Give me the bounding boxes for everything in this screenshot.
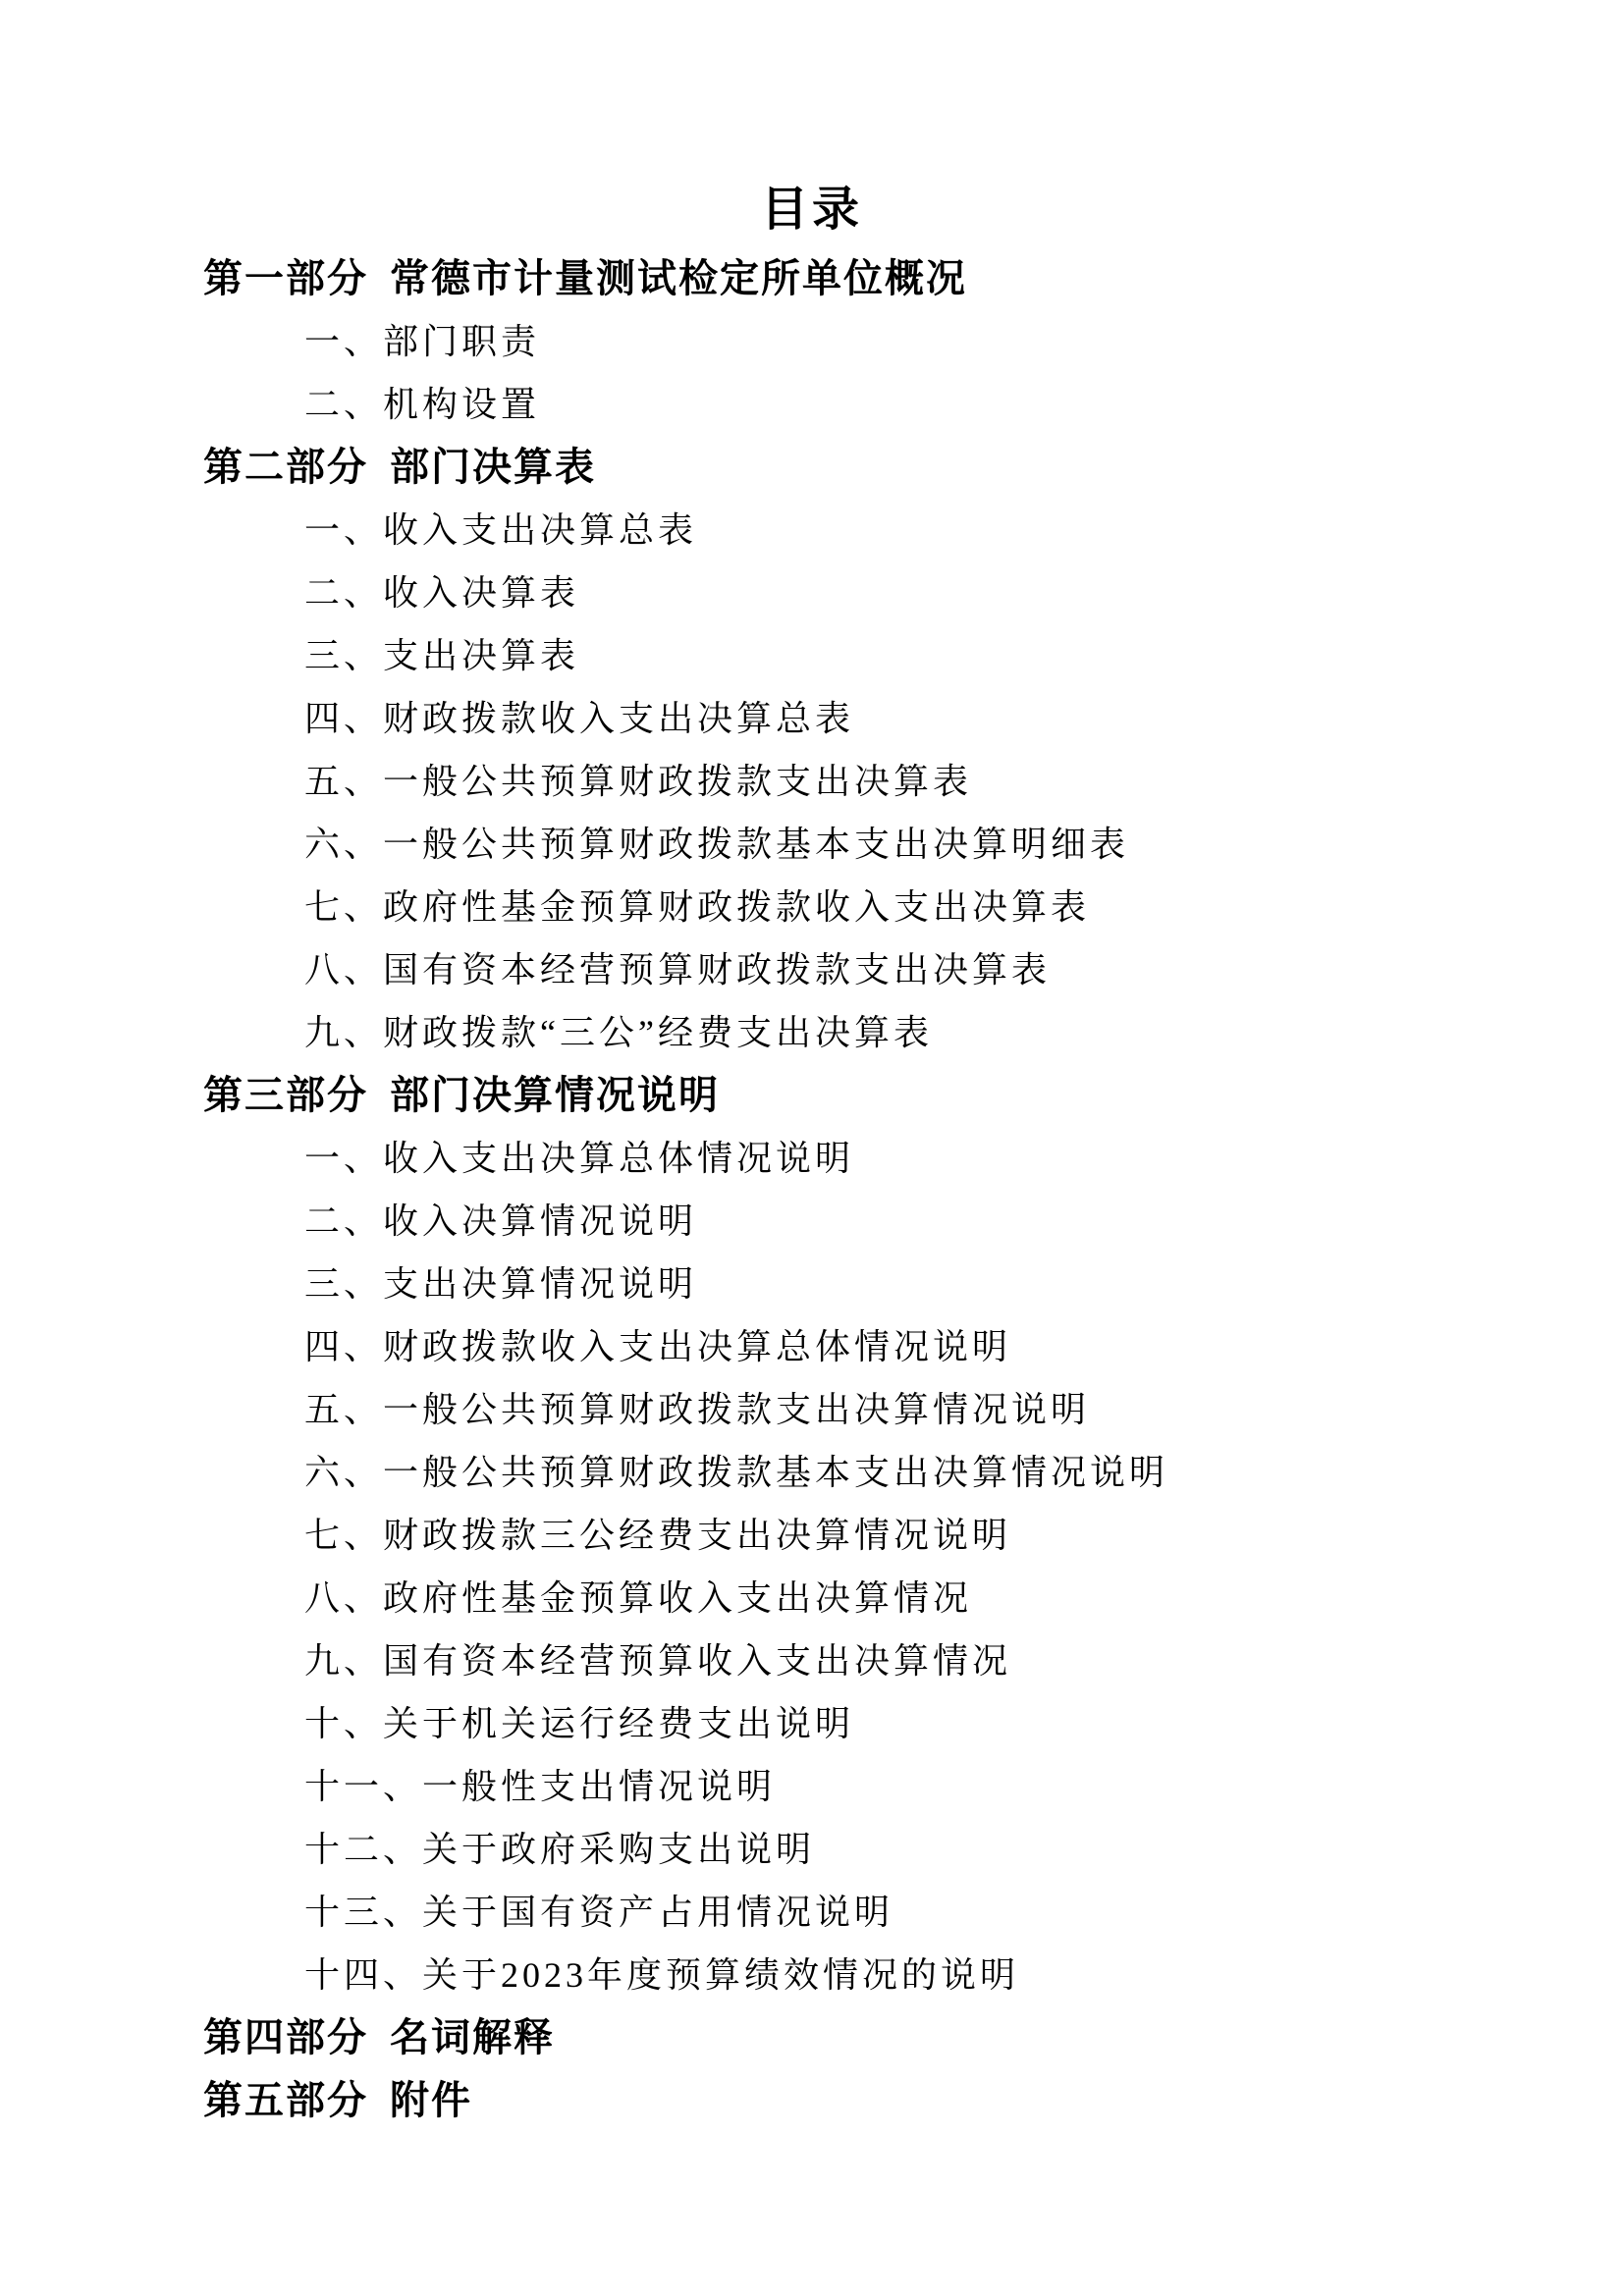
table-of-contents xyxy=(0,247,1624,2132)
toc-item: 一、收入支出决算总表 xyxy=(304,510,698,550)
toc-item: 三、支出决算表 xyxy=(304,636,580,675)
toc-item: 六、一般公共预算财政拨款基本支出决算情况说明 xyxy=(304,1453,1169,1492)
section-heading xyxy=(203,436,1624,499)
section-label: 第二部分 xyxy=(203,446,368,489)
toc-item: 九、国有资本经营预算收入支出决算情况 xyxy=(304,1641,1012,1681)
section-title: 部门决算情况说明 xyxy=(390,1074,720,1117)
section-heading xyxy=(203,247,1624,310)
toc-item: 十二、关于政府采购支出说明 xyxy=(304,1830,816,1869)
toc-item: 三、支出决算情况说明 xyxy=(304,1264,698,1304)
section-title: 部门决算表 xyxy=(390,446,596,489)
toc-item: 十三、关于国有资产占用情况说明 xyxy=(304,1893,894,1932)
toc-item: 六、一般公共预算财政拨款基本支出决算明细表 xyxy=(304,825,1130,864)
page-title: 目录 xyxy=(760,184,863,236)
toc-item: 二、机构设置 xyxy=(304,385,541,424)
toc-item: 四、财政拨款收入支出决算总表 xyxy=(304,699,855,738)
section-label: 第四部分 xyxy=(203,2016,368,2059)
section-title: 常德市计量测试检定所单位概况 xyxy=(390,257,967,300)
toc-item: 一、收入支出决算总体情况说明 xyxy=(304,1139,855,1178)
toc-item: 五、一般公共预算财政拨款支出决算表 xyxy=(304,762,973,801)
toc-item: 八、国有资本经营预算财政拨款支出决算表 xyxy=(304,950,1052,989)
section-label: 第一部分 xyxy=(203,257,368,300)
toc-item: 十一、一般性支出情况说明 xyxy=(304,1767,777,1806)
toc-item: 七、财政拨款三公经费支出决算情况说明 xyxy=(304,1516,1012,1555)
section-label: 第五部分 xyxy=(203,2079,368,2122)
toc-item: 十四、关于2023年度预算绩效情况的说明 xyxy=(304,1955,1020,1995)
toc-item: 八、政府性基金预算收入支出决算情况 xyxy=(304,1578,973,1618)
section-label: 第三部分 xyxy=(203,1074,368,1117)
section-title: 名词解释 xyxy=(390,2016,555,2059)
toc-item: 五、一般公共预算财政拨款支出决算情况说明 xyxy=(304,1390,1091,1429)
toc-item: 四、财政拨款收入支出决算总体情况说明 xyxy=(304,1327,1012,1366)
toc-item: 九、财政拨款“三公”经费支出决算表 xyxy=(304,1013,933,1052)
section-title: 附件 xyxy=(390,2079,472,2122)
section-heading xyxy=(203,2069,1624,2132)
section-heading xyxy=(203,1064,1624,1127)
toc-item: 二、收入决算情况说明 xyxy=(304,1201,698,1241)
toc-item: 二、收入决算表 xyxy=(304,573,580,613)
section-heading xyxy=(203,2006,1624,2069)
toc-item: 七、政府性基金预算财政拨款收入支出决算表 xyxy=(304,887,1091,927)
toc-item: 十、关于机关运行经费支出说明 xyxy=(304,1704,855,1743)
toc-item: 一、部门职责 xyxy=(304,322,541,361)
